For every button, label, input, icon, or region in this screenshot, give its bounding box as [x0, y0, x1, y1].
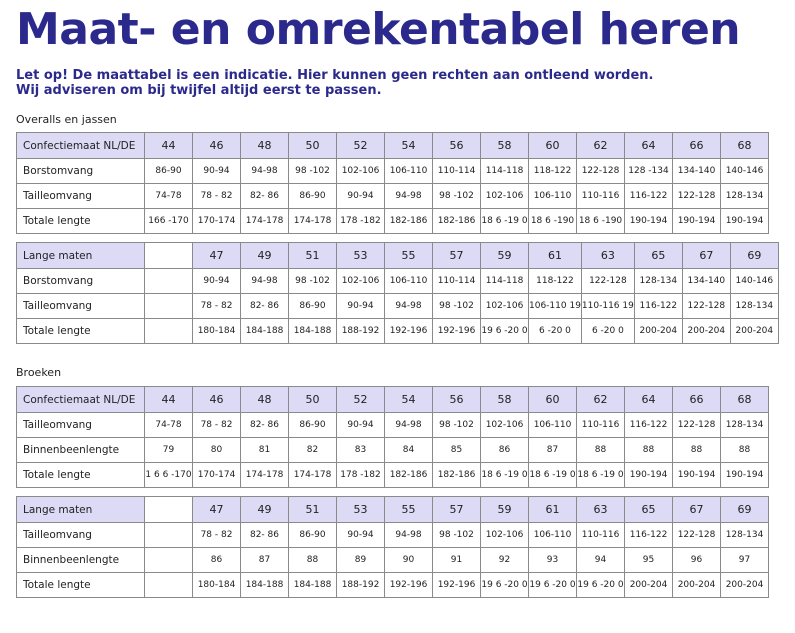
table-cell: 140-146 — [721, 159, 769, 184]
table-cell: 122-128 — [577, 159, 625, 184]
row-label: Borstomvang — [17, 159, 145, 184]
table-cell: 102-106 — [481, 184, 529, 209]
table-cell: 94-98 — [241, 159, 289, 184]
table-cell — [145, 548, 193, 573]
table-cell: 94-98 — [385, 413, 433, 438]
size-header-cell: 56 — [433, 133, 481, 159]
table-cell: 122-128 — [581, 269, 634, 294]
size-header-cell: 46 — [193, 133, 241, 159]
table-cell: 102-106 — [481, 294, 529, 319]
size-header-cell: 69 — [721, 497, 769, 523]
table-cell: 174-178 — [241, 463, 289, 488]
size-header-cell: 56 — [433, 387, 481, 413]
table-cell: 174-178 — [289, 209, 337, 234]
table-cell: 94-98 — [385, 184, 433, 209]
table-cell: 98 -102 — [433, 523, 481, 548]
table-cell: 90-94 — [337, 413, 385, 438]
table-cell: 188-192 — [337, 319, 385, 344]
table-cell: 182-186 — [433, 209, 481, 234]
table-cell: 170-174 — [193, 463, 241, 488]
table-cell: 178 -182 — [337, 463, 385, 488]
row-label: Confectiemaat NL/DE — [17, 387, 145, 413]
size-header-cell: 62 — [577, 133, 625, 159]
table-cell: 84 — [385, 438, 433, 463]
size-table-broeken-long — [16, 496, 769, 598]
table-cell: 86-90 — [145, 159, 193, 184]
table-cell: 134-140 — [682, 269, 730, 294]
size-header-cell: 52 — [337, 133, 385, 159]
table-cell: 122-128 — [673, 523, 721, 548]
table-cell: 98 -102 — [289, 269, 337, 294]
table-cell: 90 — [385, 548, 433, 573]
size-header-cell: 53 — [337, 243, 385, 269]
size-header-cell: 62 — [577, 387, 625, 413]
table-row — [17, 184, 769, 209]
size-header-cell: 52 — [337, 387, 385, 413]
size-header-cell: 65 — [634, 243, 682, 269]
table-cell: 182-186 — [385, 209, 433, 234]
table-cell: 18 6 -19 0 — [577, 463, 625, 488]
size-header-cell: 68 — [721, 133, 769, 159]
table-cell: 87 — [241, 548, 289, 573]
table-row — [17, 159, 769, 184]
table-cell: 94 — [577, 548, 625, 573]
table-cell: 91 — [433, 548, 481, 573]
size-table-overalls — [16, 132, 769, 234]
table-cell: 6 -20 0 — [529, 319, 582, 344]
size-header-cell: 58 — [481, 387, 529, 413]
table-cell: 184-188 — [241, 319, 289, 344]
size-header-cell: 57 — [433, 497, 481, 523]
size-header-cell: 51 — [289, 243, 337, 269]
size-header-cell: 54 — [385, 133, 433, 159]
table-cell: 118-122 — [529, 159, 577, 184]
table-row — [17, 413, 769, 438]
table-cell: 78 - 82 — [193, 523, 241, 548]
size-header-cell: 64 — [625, 387, 673, 413]
table-cell: 116-122 — [625, 413, 673, 438]
size-header-cell: 47 — [193, 243, 241, 269]
size-header-cell: 58 — [481, 133, 529, 159]
table-row — [17, 269, 779, 294]
table-cell: 97 — [721, 548, 769, 573]
size-header-cell: 67 — [682, 243, 730, 269]
size-header-cell: 63 — [577, 497, 625, 523]
size-header-cell: 51 — [289, 497, 337, 523]
table-row — [17, 463, 769, 488]
table-cell: 110-114 — [433, 269, 481, 294]
row-label: Tailleomvang — [17, 184, 145, 209]
table-cell: 98 -102 — [289, 159, 337, 184]
size-header-cell: 48 — [241, 133, 289, 159]
row-label: Totale lengte — [17, 209, 145, 234]
table-row — [17, 319, 779, 344]
table-cell: 110-116 — [577, 184, 625, 209]
table-row — [17, 573, 769, 598]
table-cell: 190-194 — [673, 209, 721, 234]
table-cell: 78 - 82 — [193, 184, 241, 209]
section-title-overalls: Overalls en jassen — [16, 113, 117, 126]
size-header-cell: 61 — [529, 497, 577, 523]
table-cell: 106-110 — [529, 523, 577, 548]
table-cell: 86-90 — [289, 294, 337, 319]
table-cell: 110-116 — [577, 523, 625, 548]
table-cell: 116-122 — [634, 294, 682, 319]
table-cell: 110-114 — [433, 159, 481, 184]
table-cell: 78 - 82 — [193, 413, 241, 438]
table-cell: 116-122 — [625, 184, 673, 209]
table-cell: 200-204 — [730, 319, 778, 344]
table-cell: 96 — [673, 548, 721, 573]
row-label: Tailleomvang — [17, 523, 145, 548]
row-label: Totale lengte — [17, 573, 145, 598]
table-cell: 106-110 — [385, 269, 433, 294]
table-cell: 18 6 -190 — [577, 209, 625, 234]
table-cell: 114-118 — [481, 269, 529, 294]
table-cell: 98 -102 — [433, 413, 481, 438]
row-label: Lange maten — [17, 497, 145, 523]
row-label: Totale lengte — [17, 463, 145, 488]
row-label: Totale lengte — [17, 319, 145, 344]
table-cell: 6 -20 0 — [581, 319, 634, 344]
table-cell: 200-204 — [673, 573, 721, 598]
table-cell: 92 — [481, 548, 529, 573]
table-cell: 88 — [721, 438, 769, 463]
size-header-cell: 59 — [481, 497, 529, 523]
size-header-cell: 46 — [193, 387, 241, 413]
size-table-broeken — [16, 386, 769, 488]
table-cell: 74-78 — [145, 413, 193, 438]
table-cell: 190-194 — [625, 463, 673, 488]
size-header-cell: 69 — [730, 243, 778, 269]
table-cell: 18 6 -19 0 — [481, 209, 529, 234]
row-label: Borstomvang — [17, 269, 145, 294]
table-cell: 190-194 — [673, 463, 721, 488]
table-cell: 122-128 — [673, 184, 721, 209]
size-header-cell: 57 — [433, 243, 481, 269]
size-header-cell: 68 — [721, 387, 769, 413]
table-cell: 128-134 — [721, 413, 769, 438]
table-cell: 74-78 — [145, 184, 193, 209]
table-cell: 190-194 — [721, 463, 769, 488]
header-row — [17, 387, 769, 413]
table-cell: 18 6 -190 — [529, 209, 577, 234]
table-cell — [145, 523, 193, 548]
table-cell: 82 — [289, 438, 337, 463]
size-header-cell: 66 — [673, 133, 721, 159]
table-cell: 182-186 — [385, 463, 433, 488]
table-cell: 85 — [433, 438, 481, 463]
table-cell: 118-122 — [529, 269, 582, 294]
table-cell: 192-196 — [433, 319, 481, 344]
table-cell: 102-106 — [337, 159, 385, 184]
row-label: Tailleomvang — [17, 413, 145, 438]
table-cell: 79 — [145, 438, 193, 463]
table-cell: 106-110 — [385, 159, 433, 184]
table-cell: 192-196 — [385, 319, 433, 344]
header-row — [17, 243, 779, 269]
table-cell: 170-174 — [193, 209, 241, 234]
table-cell: 134-140 — [673, 159, 721, 184]
section-title-broeken: Broeken — [16, 366, 62, 379]
table-cell: 200-204 — [634, 319, 682, 344]
table-cell: 114-118 — [481, 159, 529, 184]
table-cell: 102-106 — [337, 269, 385, 294]
table-cell — [145, 269, 193, 294]
table-cell: 192-196 — [385, 573, 433, 598]
table-cell — [145, 573, 193, 598]
size-header-cell: 49 — [241, 497, 289, 523]
table-cell: 93 — [529, 548, 577, 573]
table-cell: 184-188 — [289, 319, 337, 344]
size-header-cell: 50 — [289, 133, 337, 159]
size-header-cell: 54 — [385, 387, 433, 413]
table-cell: 19 6 -20 0 — [481, 319, 529, 344]
table-cell: 86 — [481, 438, 529, 463]
table-cell: 98 -102 — [433, 294, 481, 319]
table-cell: 178 -182 — [337, 209, 385, 234]
table-cell: 86-90 — [289, 523, 337, 548]
size-table-overalls-long — [16, 242, 779, 344]
table-cell: 90-94 — [337, 523, 385, 548]
table-cell: 88 — [577, 438, 625, 463]
size-header-cell: 44 — [145, 387, 193, 413]
header-row — [17, 497, 769, 523]
table-cell: 200-204 — [721, 573, 769, 598]
table-cell: 78 - 82 — [193, 294, 241, 319]
table-cell: 190-194 — [721, 209, 769, 234]
table-cell: 166 -170 — [145, 209, 193, 234]
table-cell: 90-94 — [337, 294, 385, 319]
table-cell: 116-122 — [625, 523, 673, 548]
row-label: Binnenbeenlengte — [17, 548, 145, 573]
table-cell: 82- 86 — [241, 294, 289, 319]
size-header-cell: 44 — [145, 133, 193, 159]
row-label: Confectiemaat NL/DE — [17, 133, 145, 159]
size-header-cell: 50 — [289, 387, 337, 413]
table-cell: 102-106 — [481, 523, 529, 548]
table-cell: 122-128 — [682, 294, 730, 319]
table-cell: 184-188 — [289, 573, 337, 598]
table-row — [17, 209, 769, 234]
table-cell: 82- 86 — [241, 413, 289, 438]
table-cell: 18 6 -19 0 — [529, 463, 577, 488]
size-header-cell: 60 — [529, 387, 577, 413]
size-header-cell: 63 — [581, 243, 634, 269]
disclaimer-line-1: Let op! De maattabel is een indicatie. Hier kunnen geen rechten aan ontleend worden. — [16, 68, 654, 83]
table-cell: 94-98 — [385, 294, 433, 319]
table-cell: 106-110 — [529, 413, 577, 438]
size-header-cell: 59 — [481, 243, 529, 269]
table-cell: 86-90 — [289, 413, 337, 438]
size-header-cell: 60 — [529, 133, 577, 159]
table-cell: 110-116 19 — [581, 294, 634, 319]
table-cell: 19 6 -20 0 — [529, 573, 577, 598]
size-header-cell — [145, 243, 193, 269]
table-cell: 174-178 — [241, 209, 289, 234]
size-header-cell: 65 — [625, 497, 673, 523]
table-cell: 188-192 — [337, 573, 385, 598]
table-cell: 80 — [193, 438, 241, 463]
table-cell: 82- 86 — [241, 523, 289, 548]
table-cell: 128-134 — [721, 523, 769, 548]
table-cell: 90-94 — [337, 184, 385, 209]
table-cell: 88 — [625, 438, 673, 463]
table-cell: 180-184 — [193, 319, 241, 344]
table-cell: 82- 86 — [241, 184, 289, 209]
size-header-cell: 47 — [193, 497, 241, 523]
size-header-cell — [145, 497, 193, 523]
table-cell: 81 — [241, 438, 289, 463]
table-cell: 180-184 — [193, 573, 241, 598]
table-cell: 190-194 — [625, 209, 673, 234]
size-header-cell: 48 — [241, 387, 289, 413]
table-cell: 174-178 — [289, 463, 337, 488]
table-cell: 192-196 — [433, 573, 481, 598]
size-header-cell: 55 — [385, 243, 433, 269]
table-cell: 200-204 — [682, 319, 730, 344]
table-cell — [145, 294, 193, 319]
table-cell: 83 — [337, 438, 385, 463]
table-cell: 87 — [529, 438, 577, 463]
page-title: Maat- en omrekentabel heren — [16, 4, 741, 55]
table-cell: 94-98 — [241, 269, 289, 294]
table-cell: 128-134 — [634, 269, 682, 294]
header-row — [17, 133, 769, 159]
table-cell: 128-134 — [730, 294, 778, 319]
size-header-cell: 61 — [529, 243, 582, 269]
table-cell: 98 -102 — [433, 184, 481, 209]
size-header-cell: 66 — [673, 387, 721, 413]
table-cell: 128-134 — [721, 184, 769, 209]
size-header-cell: 53 — [337, 497, 385, 523]
table-cell: 110-116 — [577, 413, 625, 438]
size-header-cell: 64 — [625, 133, 673, 159]
table-cell — [145, 319, 193, 344]
size-header-cell: 67 — [673, 497, 721, 523]
table-cell: 89 — [337, 548, 385, 573]
table-row — [17, 438, 769, 463]
table-cell: 200-204 — [625, 573, 673, 598]
table-cell: 94-98 — [385, 523, 433, 548]
table-cell: 86-90 — [289, 184, 337, 209]
row-label: Tailleomvang — [17, 294, 145, 319]
table-cell: 102-106 — [481, 413, 529, 438]
size-header-cell: 49 — [241, 243, 289, 269]
table-row — [17, 523, 769, 548]
table-row — [17, 294, 779, 319]
table-cell: 18 6 -19 0 — [481, 463, 529, 488]
row-label: Lange maten — [17, 243, 145, 269]
table-cell: 88 — [673, 438, 721, 463]
table-cell: 140-146 — [730, 269, 778, 294]
table-cell: 1 6 6 -170 — [145, 463, 193, 488]
table-cell: 106-110 19 — [529, 294, 582, 319]
table-cell: 19 6 -20 0 — [577, 573, 625, 598]
table-cell: 86 — [193, 548, 241, 573]
table-cell: 90-94 — [193, 269, 241, 294]
table-cell: 182-186 — [433, 463, 481, 488]
table-cell: 95 — [625, 548, 673, 573]
disclaimer-line-2: Wij adviseren om bij twijfel altijd eerst te passen. — [16, 83, 382, 98]
table-cell: 184-188 — [241, 573, 289, 598]
table-cell: 122-128 — [673, 413, 721, 438]
table-cell: 19 6 -20 0 — [481, 573, 529, 598]
table-cell: 88 — [289, 548, 337, 573]
size-header-cell: 55 — [385, 497, 433, 523]
table-cell: 90-94 — [193, 159, 241, 184]
table-row — [17, 548, 769, 573]
table-cell: 128 -134 — [625, 159, 673, 184]
disclaimer — [16, 68, 654, 98]
row-label: Binnenbeenlengte — [17, 438, 145, 463]
table-cell: 106-110 — [529, 184, 577, 209]
